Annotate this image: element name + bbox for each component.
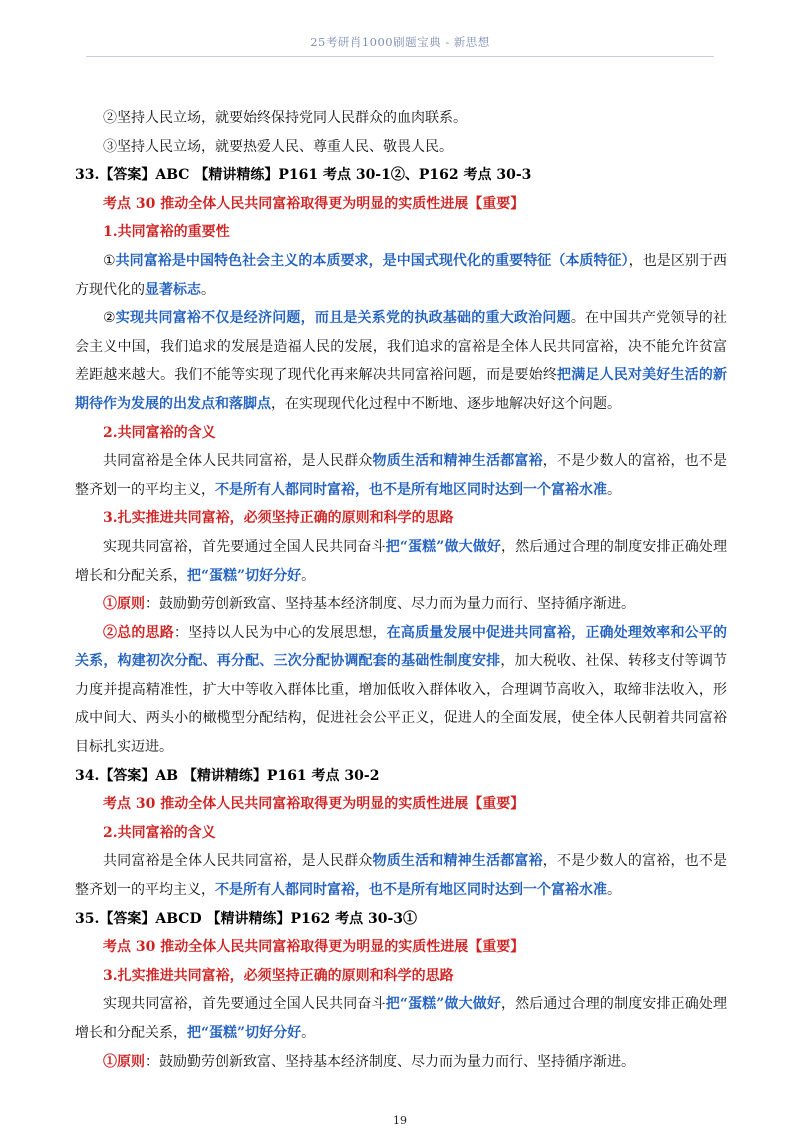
text-run: ，然后通过合理的制度安排正确处理增长和分配关系， (75, 538, 728, 584)
approach-para (75, 990, 727, 1047)
text-run: 。 (301, 567, 316, 584)
text-run: 。 (301, 1025, 316, 1041)
highlight-run: 把满足人民对美好生活的新期待作为发展的出发点和落脚点 (75, 367, 728, 412)
answer-33-heading: 33.【答案】ABC 【精讲精练】P161 考点 30-1②、P162 考点 30-3 (75, 167, 532, 184)
importance-para-2 (75, 304, 727, 418)
highlight-run: 把“蛋糕”做大做好 (385, 996, 501, 1013)
highlight-run: 不是所有人都同时富裕，也不是所有地区同时达到一个富裕水准 (215, 882, 607, 899)
highlight-run: 把“蛋糕”切好分好 (187, 567, 302, 584)
text-run: ：坚持以人民为中心的发展思想， (173, 624, 387, 641)
text-run: ，加大税收、社保、转移支付等调节力度并提高精准性，扩大中等收入群体比重，增加低收入群体收入，合理调节高收入，取缔非法收入，形成中间大、两头小的橄榄型分配结构，促进社会公平正义，促进人的全面发展，使全体人民朝着共同富裕目标扎实迈进。 (75, 653, 728, 756)
highlight-run: 物质生活和精神生活都富裕 (372, 453, 543, 470)
text-run: ② (103, 310, 116, 327)
stand-point-2: ②坚持人民立场，就要始终保持党同人民群众的血肉联系。 (103, 110, 467, 126)
text-run: 。 (201, 281, 215, 298)
section-approach-heading: 3.扎实推进共同富裕，必须坚持正确的原则和科学的思路 (103, 967, 454, 984)
text-run: ，不是少数人的富裕，也不是整齐划一的平均主义， (75, 853, 728, 899)
highlight-run: 共同富裕是中国特色社会主义的本质要求，是中国式现代化的重要特征（本质特征） (115, 252, 629, 269)
text-run: 共同富裕是全体人民共同富裕，是人民群众 (103, 453, 373, 470)
highlight-run: 实现共同富裕不仅是经济问题，而且是关系党的执政基础的重大政治问题 (115, 310, 571, 327)
label-run: ①原则 (103, 596, 145, 613)
text-run: 实现共同富裕，首先要通过全国人民共同奋斗 (103, 996, 386, 1013)
text-run: 。 (607, 882, 621, 899)
highlight-run: 把“蛋糕”切好分好 (187, 1025, 302, 1041)
stand-point-3: ③坚持人民立场，就要热爱人民、尊重人民、敬畏人民。 (103, 138, 453, 155)
text-run: 实现共同富裕，首先要通过全国人民共同奋斗 (103, 538, 386, 555)
text-run: ，然后通过合理的制度安排正确处理增长和分配关系， (75, 996, 728, 1041)
highlight-run: 物质生活和精神生活都富裕 (372, 853, 543, 870)
highlight-run: 在高质量发展中促进共同富裕，正确处理效率和公平的关系，构建初次分配、再分配、三次分配协调配套的基础性制度安排 (75, 624, 728, 670)
section-meaning-heading: 2.共同富裕的含义 (103, 824, 216, 841)
highlight-run: 把“蛋糕”做大做好 (385, 538, 501, 555)
meaning-para (75, 847, 727, 904)
document-body (75, 104, 727, 1076)
text-run: 。在中国共产党领导的社会主义中国，我们追求的发展是造福人民的发展，我们追求的富裕是全体人民共同富裕，决不能允许贫富差距越来越大。我们不能等实现了现代化再来解决共同富裕问题，而是要始终 (75, 310, 728, 384)
text-run: 。 (607, 481, 621, 498)
principle-para (75, 1048, 727, 1077)
label-run: ①原则 (103, 1053, 145, 1070)
text-run: ：鼓励勤劳创新致富、坚持基本经济制度、尽力而为量力而行、坚持循序渐进。 (145, 596, 635, 613)
text-run: ：鼓励勤劳创新致富、坚持基本经济制度、尽力而为量力而行、坚持循序渐进。 (145, 1053, 635, 1070)
text-run: 共同富裕是全体人民共同富裕，是人民群众 (103, 853, 373, 870)
section-approach-heading: 3.扎实推进共同富裕，必须坚持正确的原则和科学的思路 (103, 510, 454, 527)
text-run: ，不是少数人的富裕，也不是整齐划一的平均主义， (75, 453, 728, 498)
text-run: ① (103, 252, 116, 269)
meaning-para (75, 447, 727, 504)
answer-35-heading: 35.【答案】ABCD 【精讲精练】P162 考点 30-3① (75, 910, 418, 927)
importance-para-1 (75, 247, 727, 304)
page-number: 19 (393, 1114, 407, 1127)
header-divider (86, 56, 714, 57)
answer-34-heading: 34.【答案】AB 【精讲精练】P161 考点 30-2 (75, 767, 380, 784)
principle-para (75, 590, 727, 619)
text-run: ，在实现现代化过程中不断地、逐步地解决好这个问题。 (271, 395, 621, 412)
label-run: ②总的思路 (103, 624, 174, 641)
section-importance-heading: 1.共同富裕的重要性 (103, 224, 230, 241)
highlight-run: 显著标志 (145, 281, 201, 298)
page-header: 25考研肖1000刷题宝典 - 新思想 (310, 35, 490, 49)
topic-30-title: 考点 30 推动全体人民共同富裕取得更为明显的实质性进展【重要】 (103, 796, 525, 813)
approach-para (75, 533, 727, 590)
text-run: ，也是区别于西方现代化的 (75, 252, 728, 298)
highlight-run: 不是所有人都同时富裕，也不是所有地区同时达到一个富裕水准 (215, 481, 607, 498)
topic-30-title: 考点 30 推动全体人民共同富裕取得更为明显的实质性进展【重要】 (103, 939, 525, 956)
overall-approach-para (75, 619, 727, 762)
topic-30-title: 考点 30 推动全体人民共同富裕取得更为明显的实质性进展【重要】 (103, 195, 525, 212)
section-meaning-heading: 2.共同富裕的含义 (103, 424, 216, 441)
